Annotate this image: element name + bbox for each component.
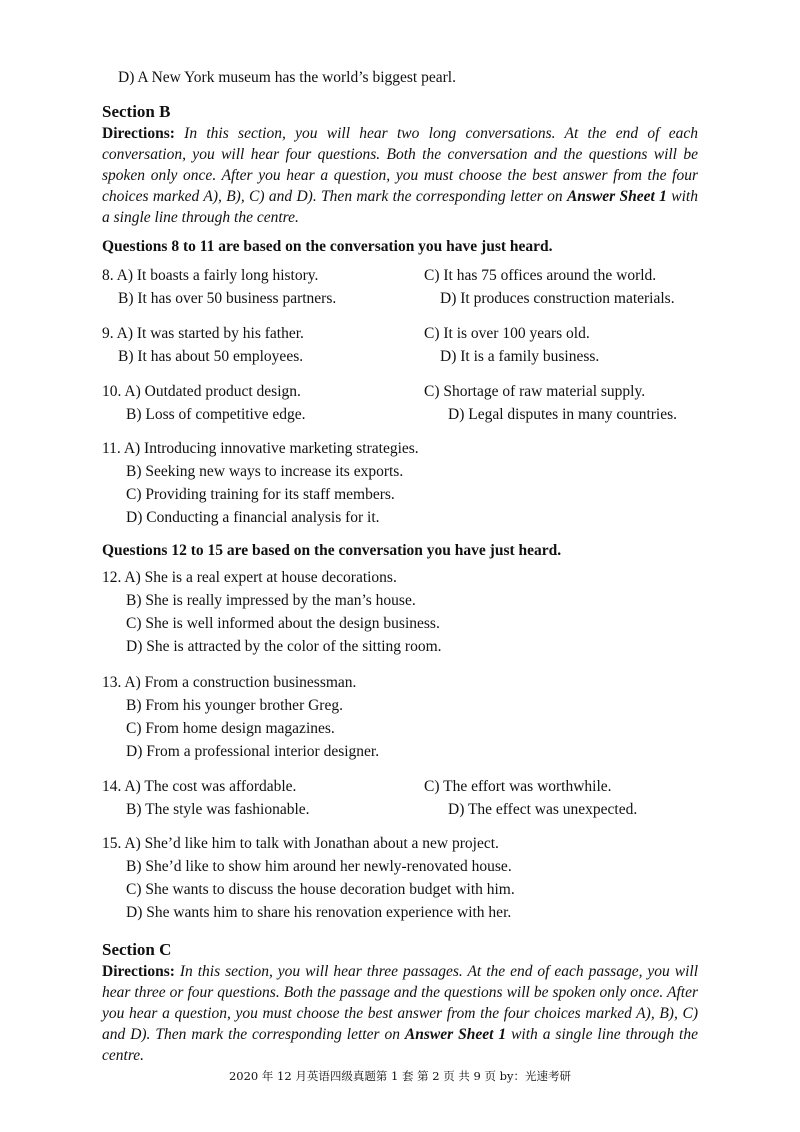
q14-option-b: B) The style was fashionable. [126, 801, 310, 818]
directions-text-end: with a single line through the centre. [102, 188, 698, 226]
section-c [102, 939, 698, 1066]
q9-option-d: D) It is a family business. [440, 348, 600, 365]
q13-option-c: C) From home design magazines. [126, 720, 335, 737]
q12-option-b: B) She is really impressed by the man’s house. [126, 592, 416, 609]
directions-text: In this section, you will hear two long conversations. At the end of each conversation, you will hear four questions. Both the conversation and the questions will be spoken only once. After you hear a question, you must choose the best answer from the four choices marked A), B), C) and D). Then mark the corresponding letter on [102, 125, 698, 205]
directions-text: In this section, you will hear three passages. At the end of each passage, you will hear three or four questions. Both the passage and the questions will be spoken only once. After you hear a question, you must choose the best answer from the four choices marked A), B), C) and D). Then mark the corresponding letter on [102, 963, 698, 1043]
q14-option-a: 14. A) The cost was affordable. [102, 778, 297, 795]
q15-option-d: D) She wants him to share his renovation experience with her. [126, 904, 512, 921]
q15-option-c: C) She wants to discuss the house decoration budget with him. [126, 881, 515, 898]
q11-option-a: 11. A) Introducing innovative marketing strategies. [102, 440, 419, 457]
q11-option-b: B) Seeking new ways to increase its exports. [126, 463, 404, 480]
q10-option-a: 10. A) Outdated product design. [102, 383, 301, 400]
section-b-directions [102, 123, 698, 228]
q12-option-d: D) She is attracted by the color of the sitting room. [126, 638, 442, 655]
q15-option-b: B) She’d like to show him around her newly-renovated house. [126, 858, 512, 875]
question-8 [102, 264, 698, 310]
q9-option-a: 9. A) It was started by his father. [102, 325, 304, 342]
answer-sheet-ref: Answer Sheet 1 [566, 188, 667, 205]
q14-option-d: D) The effect was unexpected. [448, 801, 638, 818]
directions-label: Directions: [102, 963, 175, 980]
section-b [102, 101, 698, 228]
q8-option-b: B) It has over 50 business partners. [118, 290, 337, 307]
q15-option-a: 15. A) She’d like him to talk with Jonathan about a new project. [102, 835, 499, 852]
section-b-title: Section B [102, 102, 171, 121]
q10-option-c: C) Shortage of raw material supply. [424, 383, 646, 400]
section-c-directions [102, 961, 698, 1066]
q11-option-d: D) Conducting a financial analysis for it. [126, 509, 380, 526]
q13-option-b: B) From his younger brother Greg. [126, 697, 343, 714]
question-11 [102, 437, 698, 529]
q9-option-c: C) It is over 100 years old. [424, 325, 590, 342]
q13-option-a: 13. A) From a construction businessman. [102, 674, 357, 691]
q9-option-b: B) It has about 50 employees. [118, 348, 304, 365]
q11-option-c: C) Providing training for its staff members. [126, 486, 395, 503]
group2-header: Questions 12 to 15 are based on the conversation you have just heard. [102, 542, 562, 559]
question-12 [102, 566, 698, 658]
directions-text-end: with a single line through the centre. [102, 1026, 698, 1064]
q12-option-a: 12. A) She is a real expert at house decorations. [102, 569, 397, 586]
question-15 [102, 832, 698, 924]
answer-sheet-ref: Answer Sheet 1 [404, 1026, 507, 1043]
question-10 [102, 380, 698, 426]
q8-option-c: C) It has 75 offices around the world. [424, 267, 657, 284]
q8-option-d: D) It produces construction materials. [440, 290, 675, 307]
question-9 [102, 322, 698, 368]
q10-option-b: B) Loss of competitive edge. [126, 406, 306, 423]
section-c-title: Section C [102, 940, 172, 959]
q10-option-d: D) Legal disputes in many countries. [448, 406, 678, 423]
q8-option-a: 8. A) It boasts a fairly long history. [102, 267, 319, 284]
q14-option-c: C) The effort was worthwhile. [424, 778, 612, 795]
group1-header: Questions 8 to 11 are based on the conversation you have just heard. [102, 238, 553, 255]
q12-option-c: C) She is well informed about the design business. [126, 615, 440, 632]
question-13 [102, 671, 698, 763]
q13-option-d: D) From a professional interior designer. [126, 743, 380, 760]
directions-label: Directions: [102, 125, 175, 142]
q7-option-d: D) A New York museum has the world’s biggest pearl. [118, 69, 456, 86]
page-footer: 2020 年 12 月英语四级真题第 1 套 第 2 页 共 9 页 by：光速考研 [228, 1069, 572, 1083]
question-14 [102, 775, 698, 821]
